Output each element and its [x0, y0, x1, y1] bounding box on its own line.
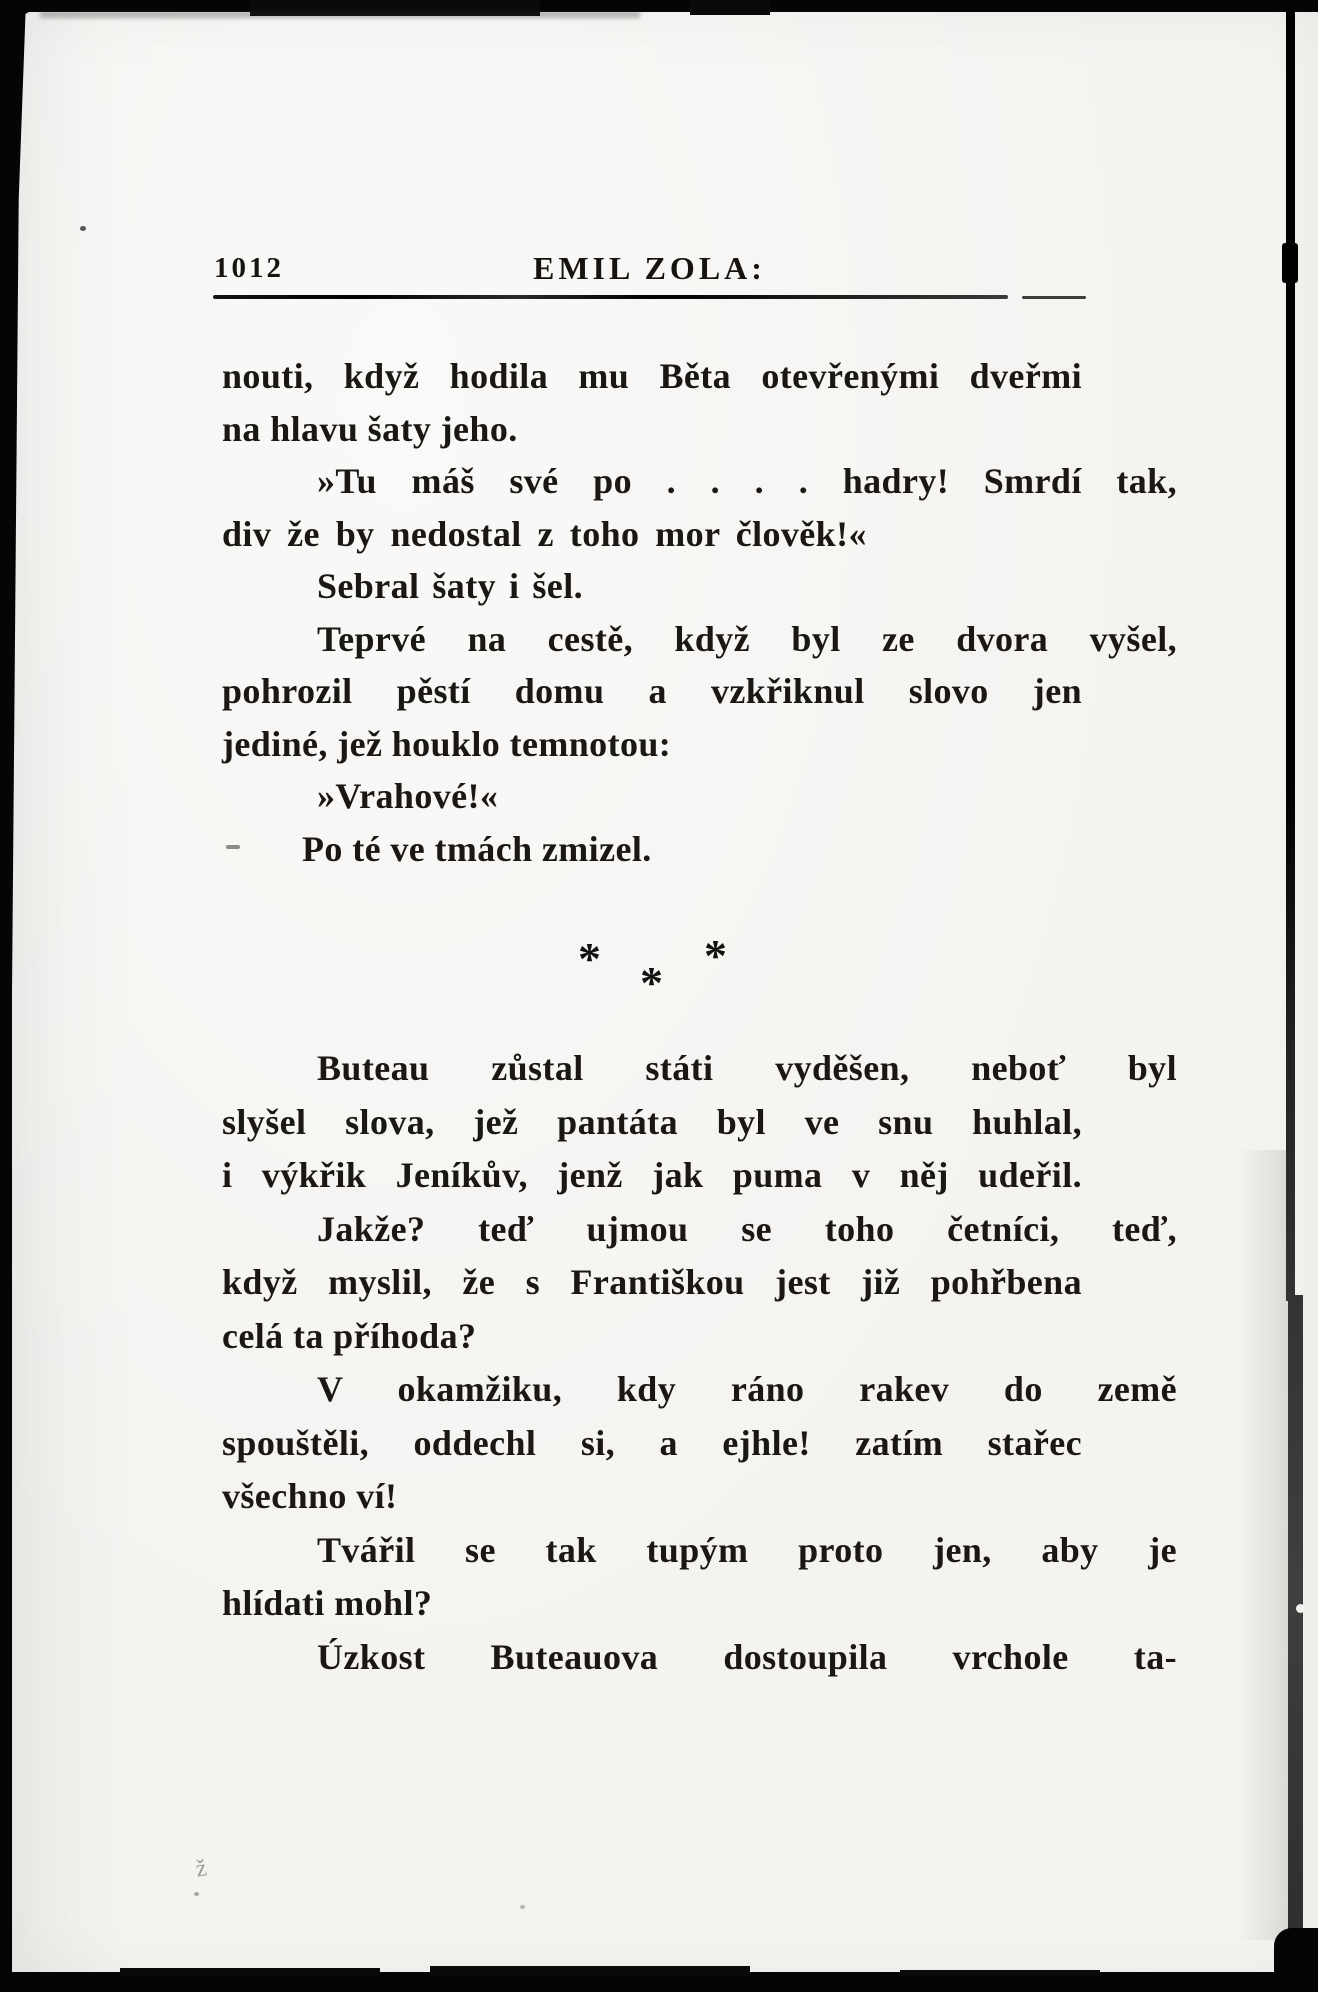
- scan-bottom-border-bump: [900, 1970, 1100, 1976]
- text-line: hlídati mohl?: [222, 1583, 433, 1623]
- scan-bottom-border-bump: [430, 1966, 750, 1976]
- scan-gutter-shade: [1238, 1150, 1288, 1940]
- asterisk: *: [578, 933, 601, 984]
- text-line: nouti, když hodila mu Běta otevřenými dveřmi: [222, 356, 1082, 396]
- asterisk: *: [704, 930, 727, 981]
- header-rule-dash: [1022, 296, 1086, 299]
- text-line: i výkřik Jeníkův, jenž jak puma v něj udeřil.: [222, 1155, 1082, 1195]
- text-line: Buteau zůstal státi vyděšen, neboť byl: [317, 1048, 1177, 1088]
- scan-speck: [520, 1905, 525, 1909]
- text-line: V okamžiku, kdy ráno rakev do země: [317, 1369, 1177, 1409]
- paper-sheet: [12, 9, 1318, 1980]
- scan-speck: [80, 226, 86, 231]
- text-line: Teprvé na cestě, když byl ze dvora vyšel,: [317, 619, 1177, 659]
- scan-smear: [40, 11, 640, 18]
- text-line: Sebral šaty i šel.: [317, 566, 583, 606]
- text-line: Úzkost Buteauova dostoupila vrchole ta-: [317, 1637, 1177, 1677]
- text-line: na hlavu šaty jeho.: [222, 409, 518, 449]
- text-line: všechno ví!: [222, 1476, 398, 1516]
- header-rule: [213, 295, 1008, 299]
- scan-corner-blob: [1274, 1928, 1318, 1992]
- text-line: »Tu máš své po . . . . hadry! Smrdí tak,: [317, 461, 1177, 501]
- page-number: 1012: [214, 252, 284, 284]
- text-line: jediné, jež houklo temnotou:: [222, 724, 672, 764]
- asterisk: *: [640, 957, 663, 1008]
- text-line: slyšel slova, jež pantáta byl ve snu huhlal,: [222, 1102, 1082, 1142]
- text-line: když myslil, že s Františkou jest již pohřbena: [222, 1262, 1082, 1302]
- text-line: Jakže? teď ujmou se toho četníci, teď,: [317, 1209, 1177, 1249]
- text-line: Po té ve tmách zmizel.: [302, 829, 652, 869]
- scan-speck: [226, 845, 240, 849]
- text-line: »Vrahové!«: [317, 776, 499, 816]
- scan-gutter-knot: [1282, 243, 1298, 283]
- running-header: EMIL ZOLA:: [533, 250, 766, 286]
- scan-top-border-bump: [690, 0, 770, 15]
- scan-speck: [194, 1892, 199, 1896]
- text-line: Tvářil se tak tupým proto jen, aby je: [317, 1530, 1177, 1570]
- scan-gutter-highlight-dot: [1296, 1604, 1305, 1613]
- text-line: spouštěli, oddechl si, a ejhle! zatím stařec: [222, 1423, 1082, 1463]
- scan-gutter-line-lower: [1288, 1295, 1303, 1940]
- text-line: div že by nedostal z toho mor člověk!«: [222, 514, 867, 554]
- text-line: pohrozil pěstí domu a vzkřiknul slovo jen: [222, 671, 1082, 711]
- scan-smudge: ž: [194, 1855, 209, 1883]
- scan-bottom-border-bump: [120, 1968, 380, 1976]
- text-line: celá ta příhoda?: [222, 1316, 477, 1356]
- scan-gutter-line-upper: [1286, 9, 1295, 1301]
